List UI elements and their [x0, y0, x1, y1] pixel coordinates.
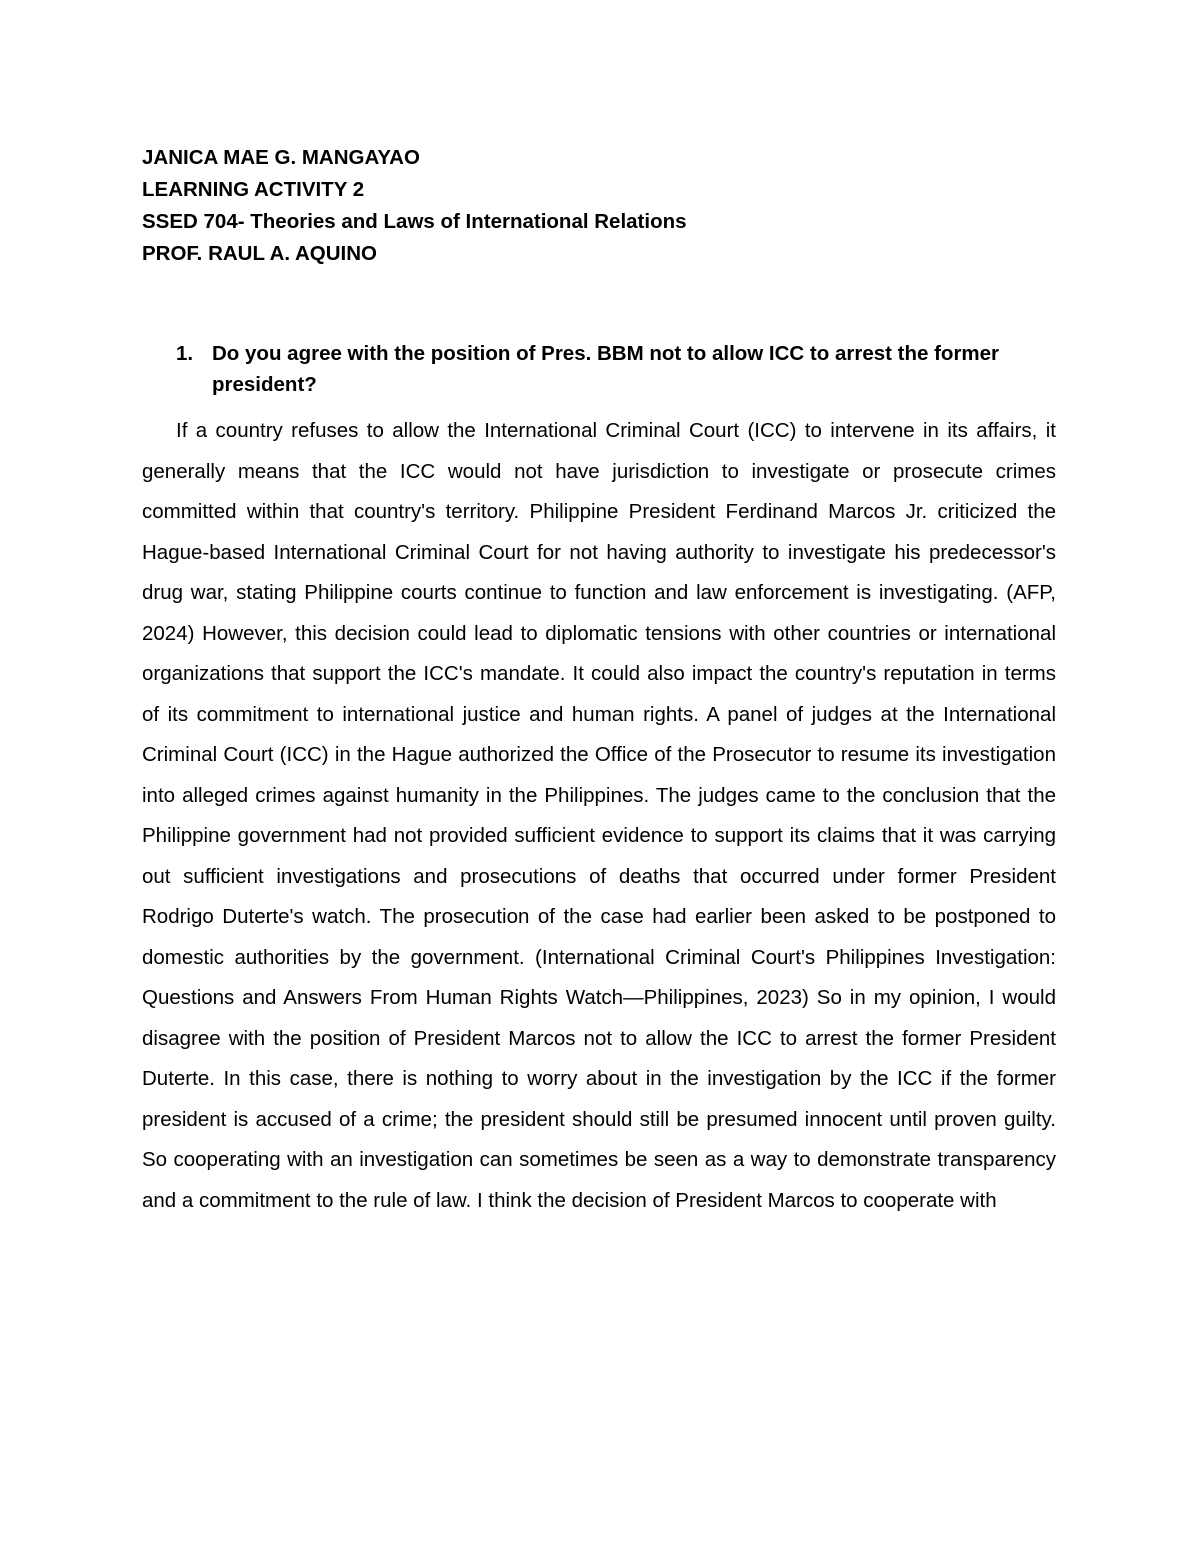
student-name: JANICA MAE G. MANGAYAO [142, 146, 420, 169]
activity-title: LEARNING ACTIVITY 2 [142, 178, 365, 201]
question-text: Do you agree with the position of Pres. BBM not to allow ICC to arrest the former president? [212, 342, 1000, 396]
question-item [142, 338, 1056, 400]
professor-name: PROF. RAUL A. AQUINO [142, 242, 377, 265]
course-title: SSED 704- Theories and Laws of International Relations [142, 210, 687, 233]
document-header [142, 142, 1062, 270]
question-number: 1. [176, 342, 194, 365]
answer-paragraph: If a country refuses to allow the International Criminal Court (ICC) to intervene in its affairs, it generally means that the ICC would not have jurisdiction to investigate or prosecute crimes committed within that country's territory. Philippine President Ferdinand Marcos Jr. criticized the Hague-based International Criminal Court for not having authority to investigate his predecessor's drug war, stating Philippine courts continue to function and law enforcement is investigating. (AFP, 2024) However, this decision could lead to diplomatic tensions with other countries or international organizations that support the ICC's mandate. It could also impact the country's reputation in terms of its commitment to international justice and human rights. A panel of judges at the International Criminal Court (ICC) in the Hague authorized the Office of the Prosecutor to resume its investigation into alleged crimes against humanity in the Philippines. The judges came to the conclusion that the Philippine government had not provided sufficient evidence to support its claims that it was carrying out sufficient investigations and prosecutions of deaths that occurred under former President Rodrigo Duterte's watch. The prosecution of the case had earlier been asked to be postponed to domestic authorities by the government. (International Criminal Court's Philippines Investigation: Questions and Answers From Human Rights Watch—Philippines, 2023) So in my opinion, I would disagree with the position of President Marcos not to allow the ICC to arrest the former President Duterte. In this case, there is nothing to worry about in the investigation by the ICC if the former president is accused of a crime; the president should still be presumed innocent until proven guilty. So cooperating with an investigation can sometimes be seen as a way to demonstrate transparency and a commitment to the rule of law. I think the decision of President Marcos to cooperate with [142, 419, 1056, 1212]
